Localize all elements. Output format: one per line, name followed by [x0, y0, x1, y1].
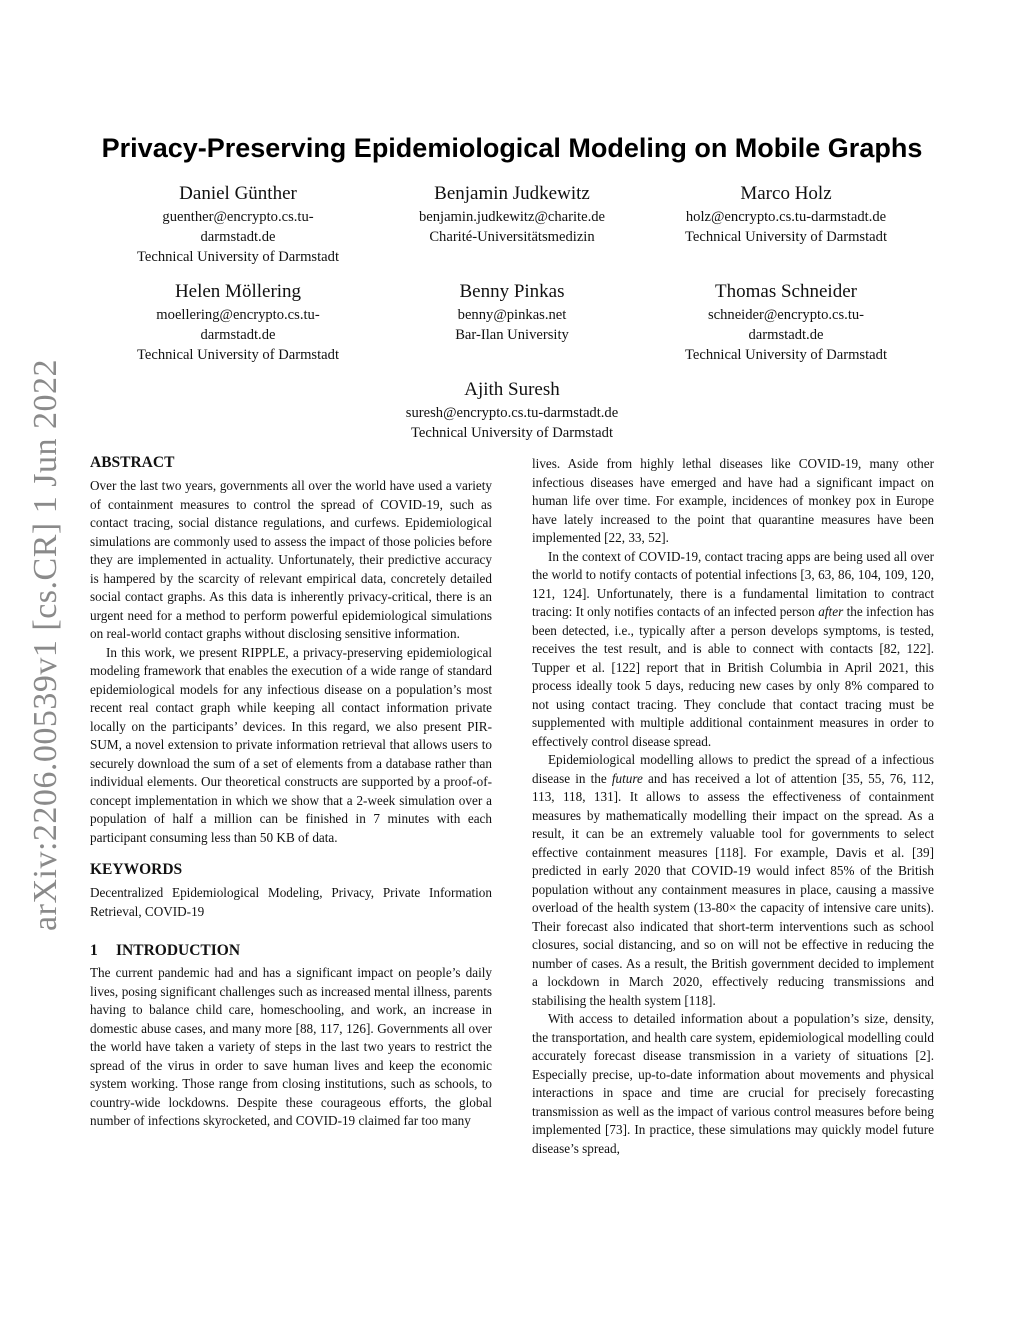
author-block — [641, 279, 931, 365]
author-name: Marco Holz — [740, 183, 832, 204]
body-paragraph: Epidemiological modelling allows to predict the spread of a infectious disease in the future and has received a lot of attention [35, 55, 76, 112, 113, 118, 131]. It allows to assess the effectiveness of containment measures by mathematically modelling their impact on the spread. As a result, it can be an extremely valuable tool for governments to select effective containment measures [118]. For example, Davis et al. [39] predicted in early 2020 that COVID-19 would infect 85% of the British population without any containment measures in place, causing a massive overload of the health system (13-80× the capacity of intensive care units). Their forecast also indicated that short-term interventions such as school closures, social distancing, and so on will not be effective in reducing the number of cases. As a result, the British government decided to implement a lockdown in March 2020, effectively reducing transmissions and stabilising the health system [118]. — [532, 752, 935, 1008]
author-affiliation: Technical University of Darmstadt — [410, 425, 613, 441]
author-email: guenther@encrypto.cs.tu- — [162, 209, 314, 225]
author-email: schneider@encrypto.cs.tu- — [707, 307, 865, 323]
author-name: Daniel Günther — [179, 183, 297, 204]
keywords-heading: KEYWORDS — [90, 861, 183, 878]
author-block — [93, 181, 383, 267]
author-email: darmstadt.de — [748, 327, 824, 343]
author-name: Benny Pinkas — [459, 281, 565, 302]
emphasis-text: after — [818, 604, 844, 619]
body-paragraph: With access to detailed information about a population’s size, density, the transportation, and health care system, epidemiological modelling could accurately forecast disease transmission in a variety of situations [2]. Especially precise, up-to-date information about movements and physical interactions in space and time are crucial for precisely forecasting transmission as well as the impact of various control measures before being implemented [73]. In practice, these simulations may quickly model future disease’s spread, — [532, 1011, 934, 1156]
emphasis-text: future — [611, 770, 643, 786]
author-affiliation: Technical University of Darmstadt — [684, 347, 887, 363]
section-number: 1 — [90, 942, 98, 959]
abstract-paragraph: Over the last two years, governments all over the world have used a variety of containment measures to control the spread of COVID-19, such as contact tracing, social distance regulations, and curfews. Epidemiological simulations are commonly used to assess the impact of those policies before they are implemented in actuality. Unfortunately, their predictive accuracy is hampered by the scarcity of relevant empirical data, concretely detailed social contact graphs. As this data is inherently privacy-critical, there is an urgent need for a method to perform powerful epidemiological simulations on real-world contact graphs without disclosing sensitive information. — [90, 478, 492, 641]
body-paragraph: lives. Aside from highly lethal diseases like COVID-19, many other infectious diseases have emerged and have had a significant impact on human life over time. For example, incidences of monkey pox in Europe have lately increased to the point that quarantine measures have been implemented [22, 33, 52]. — [532, 456, 934, 545]
author-block — [367, 181, 657, 247]
section-title: INTRODUCTION — [116, 942, 241, 959]
author-email: moellering@encrypto.cs.tu- — [156, 307, 320, 323]
right-column — [532, 455, 934, 1158]
author-email: holz@encrypto.cs.tu-darmstadt.de — [685, 209, 887, 225]
author-affiliation: Bar-Ilan University — [455, 327, 569, 343]
author-affiliation: Technical University of Darmstadt — [684, 229, 887, 245]
author-affiliation: Technical University of Darmstadt — [136, 347, 339, 363]
keywords-text: Decentralized Epidemiological Modeling, Privacy, Private Information Retrieval, COVID-19 — [90, 885, 492, 919]
author-block — [93, 279, 383, 365]
author-email: darmstadt.de — [200, 327, 276, 343]
body-paragraph: The current pandemic had and has a significant impact on people’s daily lives, posing significant challenges such as increased mental illness, parents having to balance child care, homeschooling, and work, an increase in domestic abuse cases, and many more [88, 117, 126]. Governments all over the world have taken a variety of steps in the last two years to restrict the spread of the virus in order to save human lives and keep the economic system working. Those range from closing institutions, such as schools, to country-wide lockdowns. Despite these courageous efforts, the global number of infections skyrocketed, and COVID-19 claimed far too many — [90, 965, 492, 1128]
author-email: benjamin.judkewitz@charite.de — [418, 209, 606, 225]
author-email: suresh@encrypto.cs.tu-darmstadt.de — [405, 405, 619, 421]
author-block — [367, 279, 657, 345]
paper-title: Privacy-Preserving Epidemiological Modeling on Mobile Graphs — [101, 133, 923, 163]
author-name: Helen Möllering — [174, 281, 302, 302]
introduction-heading — [90, 941, 492, 961]
author-name: Thomas Schneider — [715, 281, 857, 302]
author-name: Ajith Suresh — [464, 379, 560, 400]
author-email: darmstadt.de — [200, 229, 276, 245]
left-column — [90, 453, 492, 1131]
author-name: Benjamin Judkewitz — [434, 183, 590, 204]
abstract-paragraph: In this work, we present RIPPLE, a privacy-preserving epidemiological modeling framework that enables the execution of a wide range of standard epidemiological models for any infectious disease on a population’s most recent real contact graph while keeping all contact information private locally on the participants’ devices. In this regard, we also present PIR-SUM, a novel extension to private information retrieval that allows users to securely download the sum of a set of elements from a database rather than individual elements. Our theoretical constructs are supported by a proof-of-concept implementation in which we show that a 2-week simulation over a population of half a million can be finished in 7 minutes with each participant consuming less than 50 KB of data. — [90, 644, 492, 845]
author-affiliation: Technical University of Darmstadt — [136, 249, 339, 265]
body-paragraph: In the context of COVID-19, contact tracing apps are being used all over the world to notify contacts of potential infections [3, 63, 86, 104, 109, 120, 121, 124]. Unfortunately, there is a fundamental limitation to contract tracing: It only notifies contacts of an infected person after the infection has been detected, i.e., typically after a person develops symptoms, is tested, receives the test result, and is able to connect with contacts [82, 122]. Tupper et al. [122] report that in British Columbia in April 2021, this process ideally took 5 days, reducing new cases by only 8% compared to not using contact tracing. They conclude that contact tracing must be supplemented with multiple additional containment measures in order to effectively control disease spread. — [532, 548, 935, 749]
author-block — [641, 181, 931, 247]
author-email: benny@pinkas.net — [457, 307, 567, 323]
author-block — [367, 377, 657, 443]
author-affiliation: Charité-Universitätsmedizin — [429, 229, 595, 245]
arxiv-identifier: arXiv:2206.00539v1 [cs.CR] 1 Jun 2022 — [27, 359, 64, 931]
abstract-heading: ABSTRACT — [90, 454, 175, 471]
